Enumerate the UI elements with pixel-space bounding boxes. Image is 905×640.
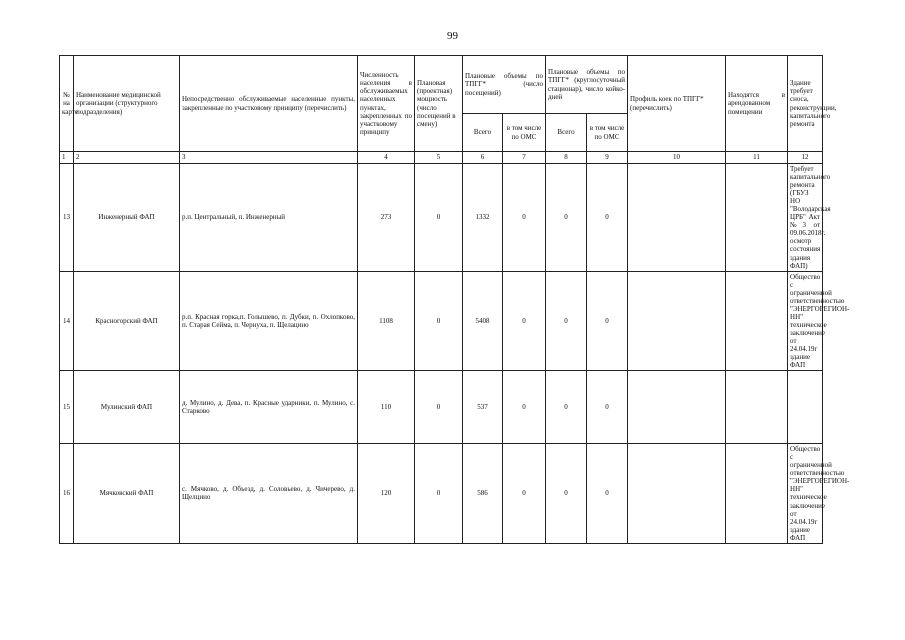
column-number: 7 <box>503 152 546 164</box>
row-leased <box>726 271 788 371</box>
column-number: 10 <box>628 152 726 164</box>
row-visits-total: 586 <box>463 444 503 544</box>
column-number: 3 <box>180 152 358 164</box>
row-capacity: 0 <box>415 164 463 272</box>
row-profile <box>628 371 726 444</box>
row-no: 13 <box>60 164 74 272</box>
header-tpgg-beds: Плановые объемы по ТПГГ* (круглосуточный стационар), число койко-дней <box>546 56 628 114</box>
row-points: с. Мячково, д. Объезд, д. Соловьево, д. Чичерево, д. Щелцино <box>180 444 358 544</box>
table-row <box>60 164 823 272</box>
header-points: Непосредственно обслуживаемые населенные пункты, закрепленные по участковому принципу (перечислить) <box>180 56 358 152</box>
column-number: 2 <box>74 152 180 164</box>
row-visits-oms: 0 <box>503 371 546 444</box>
column-number: 8 <box>546 152 587 164</box>
row-org: Инженерный ФАП <box>74 164 180 272</box>
header-profile: Профиль коек по ТПГГ* (перечислить) <box>628 56 726 152</box>
column-number: 5 <box>415 152 463 164</box>
row-beds-total: 0 <box>546 164 587 272</box>
row-capacity: 0 <box>415 371 463 444</box>
row-visits-total: 1332 <box>463 164 503 272</box>
header-repair: Здание требует сноса, реконструкции, капитального ремонта <box>788 56 823 152</box>
row-capacity: 0 <box>415 271 463 371</box>
column-number: 9 <box>587 152 628 164</box>
column-number: 1 <box>60 152 74 164</box>
row-beds-oms: 0 <box>587 371 628 444</box>
row-population: 110 <box>358 371 415 444</box>
row-visits-oms: 0 <box>503 271 546 371</box>
row-org: Красногорский ФАП <box>74 271 180 371</box>
column-number: 12 <box>788 152 823 164</box>
row-beds-total: 0 <box>546 371 587 444</box>
row-beds-total: 0 <box>546 271 587 371</box>
row-leased <box>726 371 788 444</box>
row-visits-total: 5408 <box>463 271 503 371</box>
row-profile <box>628 164 726 272</box>
header-beds-total: Всего <box>546 114 587 152</box>
header-population: Численность населения в обслуживаемых населенных пунктах, закрепленных по участковому принципу <box>358 56 415 152</box>
table-row <box>60 371 823 444</box>
column-number: 4 <box>358 152 415 164</box>
row-repair <box>788 371 823 444</box>
facilities-table <box>59 55 850 544</box>
page-number: 99 <box>447 30 458 42</box>
row-org: Мулинский ФАП <box>74 371 180 444</box>
row-org: Мячковский ФАП <box>74 444 180 544</box>
row-points: р.п. Красная горка,п. Голышево, п. Дубки, п. Охлопково, п. Старая Сейма, п. Чернуха, п. Щелацино <box>180 271 358 371</box>
row-repair: Общество с ограниченной ответственностью "ЭНЕРГОРЕГИОН-НН" техническое заключение от 24.04.19г здание ФАП <box>788 271 823 371</box>
row-beds-oms: 0 <box>587 271 628 371</box>
header-no: № на карте <box>60 56 74 152</box>
row-no: 14 <box>60 271 74 371</box>
row-leased <box>726 444 788 544</box>
row-beds-oms: 0 <box>587 444 628 544</box>
row-points: д. Мулино, д. Дева, п. Красные ударники, п. Мулино, с. Старково <box>180 371 358 444</box>
row-profile <box>628 271 726 371</box>
column-number: 6 <box>463 152 503 164</box>
row-repair: Общество с ограниченной ответственностью "ЭНЕРГОРЕГИОН-НН" техническое заключение от 24.04.19г здание ФАП <box>788 444 823 544</box>
row-beds-total: 0 <box>546 444 587 544</box>
header-beds-oms: в том числе по ОМС <box>587 114 628 152</box>
row-profile <box>628 444 726 544</box>
row-visits-total: 537 <box>463 371 503 444</box>
row-capacity: 0 <box>415 444 463 544</box>
row-visits-oms: 0 <box>503 164 546 272</box>
row-population: 273 <box>358 164 415 272</box>
row-population: 1108 <box>358 271 415 371</box>
header-org: Наименование медицинской организации (структурного подразделения) <box>74 56 180 152</box>
header-tpgg-visits: Плановые объемы по ТПГГ* (число посещений) <box>463 56 546 114</box>
row-repair: Требует капитального ремонта (ГБУЗ НО "Володарская ЦРБ" Акт №3 от 09.06.2018г. осмотр состояния здания ФАП) <box>788 164 823 272</box>
row-leased <box>726 164 788 272</box>
row-no: 15 <box>60 371 74 444</box>
row-visits-oms: 0 <box>503 444 546 544</box>
table-row <box>60 444 823 544</box>
table-row <box>60 271 823 371</box>
row-beds-oms: 0 <box>587 164 628 272</box>
header-visits-oms: в том числе по ОМС <box>503 114 546 152</box>
column-number: 11 <box>726 152 788 164</box>
row-points: р.п. Центральный, п. Инженерный <box>180 164 358 272</box>
header-visits-total: Всего <box>463 114 503 152</box>
header-capacity: Плановая (проектная) мощность (число посещений в смену) <box>415 56 463 152</box>
header-leased: Находятся в арендованном помещении <box>726 56 788 152</box>
row-no: 16 <box>60 444 74 544</box>
column-number-row <box>60 152 823 164</box>
row-population: 120 <box>358 444 415 544</box>
